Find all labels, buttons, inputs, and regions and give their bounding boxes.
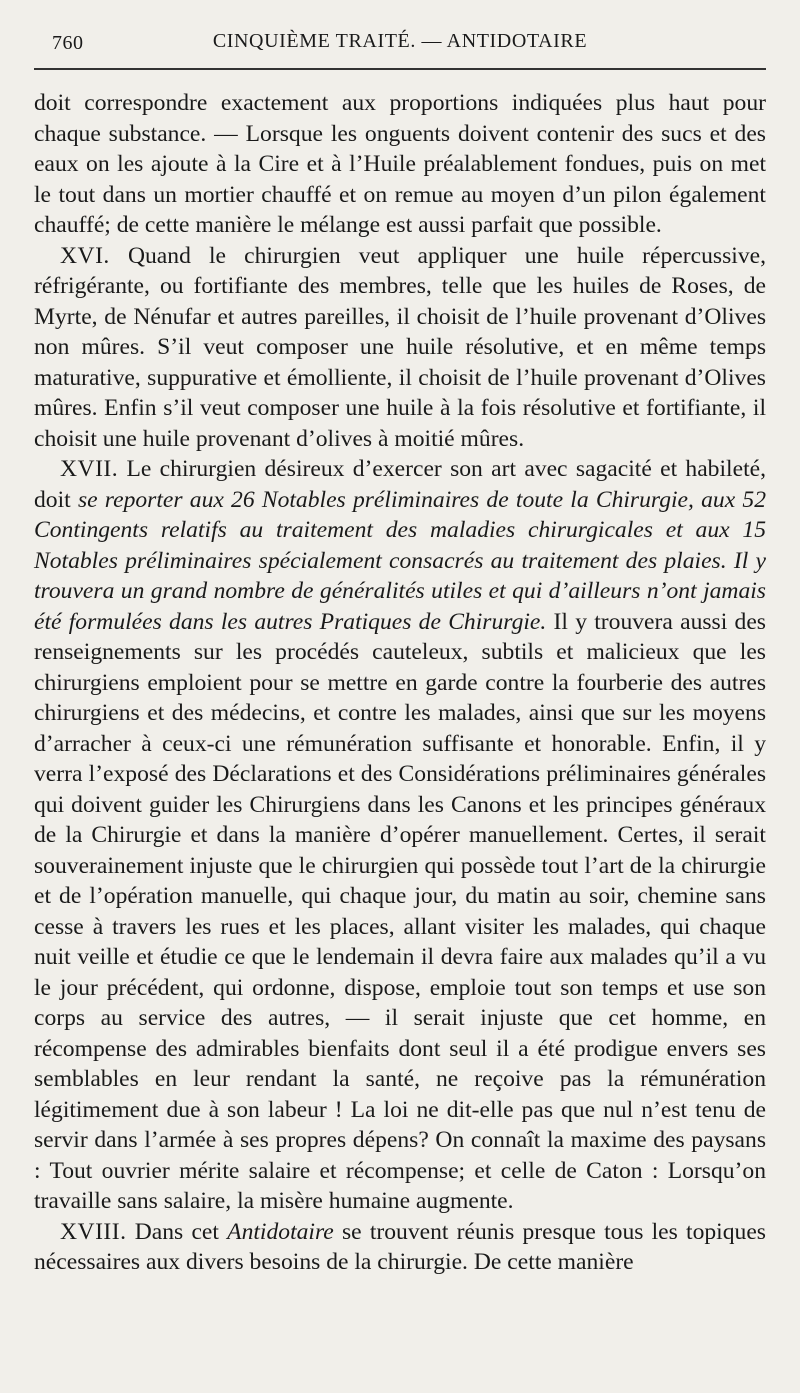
paragraph-text: doit correspondre exactement aux proportions indiquées plus haut pour chaque substance. — Lorsque les onguents doivent contenir des sucs et des eaux on les ajoute à la Cire et à l’Huile préalablement fondues, puis on met le tout dans un mortier chauffé et on remue au moyen d’un pilon également chauffé; de cette manière le mélange est aussi parfait que possible. [34, 90, 766, 238]
running-head: CINQUIÈME TRAITÉ. — ANTIDOTAIRE [212, 30, 588, 52]
paragraph-text: se trouvent réunis presque tous les topiques nécessaires aux divers besoins de la chirurgie. De cette manière [34, 1218, 766, 1275]
paragraph-xviii [34, 1217, 766, 1278]
italic-passage: se reporter aux 26 Notables préliminaires de toute la Chirurgie, aux 52 Contingents relatifs au traitement des maladies chirurgicales et aux 15 Notables préliminaires spécialement consacrés au traitement des plaies. Il y trouvera un grand nombre de généralités utiles et qui d’ailleurs n’ont jamais été formulées dans les autres Pratiques de Chirurgie. [34, 486, 766, 635]
italic-title: Antidotaire [227, 1218, 334, 1245]
page-header [34, 24, 766, 62]
section-number: XVII. [60, 456, 119, 482]
paragraph-text: Dans cet [134, 1218, 219, 1245]
header-rule [34, 68, 766, 70]
paragraph-text: Il y trouvera aussi des renseignements sur les procédés cauteleux, subtils et malicieux que les chirurgiens emploient pour se mettre en garde contre la fourberie des autres chirurgiens et des médecins, et contre les malades, ainsi que sur les moyens d’arracher à ceux-ci une rémunération suffisante et honorable. Enfin, il y verra l’exposé des Déclarations et des Considérations préliminaires générales qui doivent guider les Chirurgiens dans les Canons et les principes généraux de la Chirurgie et dans la manière d’opérer manuellement. Certes, il serait souverainement injuste que le chirurgien qui possède tout l’art de la chirurgie et de l’opération manuelle, qui chaque jour, du matin au soir, chemine sans cesse à travers les rues et les places, allant visiter les malades, qui chaque nuit veille et étudie ce que le lendemain il devra faire aux malades qu’il a vu le jour précédent, qui ordonne, dispose, emploie tout son temps et use son corps au service des autres, — il serait injuste que cet homme, en récompense des admirables bienfaits dont seul il a été prodigue envers ses semblables en leur rendant la santé, ne reçoive pas la rémunération légitimement due à son labeur ! La loi ne dit-elle pas que nul n’est tenu de servir dans l’armée à ses propres dépens? On connaît la maxime des paysans : Tout ouvrier mérite salaire et récompense; et celle de Caton : Lorsqu’on travaille sans salaire, la misère humaine augmente. [34, 608, 766, 1214]
page-number: 760 [52, 32, 84, 54]
body-text [34, 88, 766, 1278]
section-number: XVIII. [60, 1218, 127, 1245]
paragraph-text: Quand le chirurgien veut appliquer une huile répercussive, réfrigérante, ou fortifiante des membres, telle que les huiles de Roses, de Myrte, de Nénufar et autres pareilles, il choisit de l’huile provenant d’Olives non mûres. S’il veut composer une huile résolutive, et en même temps maturative, suppurative et émolliente, il choisit de l’huile provenant d’Olives mûres. Enfin s’il veut composer une huile à la fois résolutive et fortifiante, il choisit une huile provenant d’olives à moitié mûres. [34, 242, 766, 452]
paragraph-continued [34, 88, 766, 241]
section-number: XVI. [60, 242, 110, 269]
paragraph-xvi [34, 241, 766, 455]
paragraph-text: Le chirurgien désireux d’exercer son art avec sagacité et habileté, doit [34, 456, 766, 513]
paragraph-xvii [34, 454, 766, 1217]
